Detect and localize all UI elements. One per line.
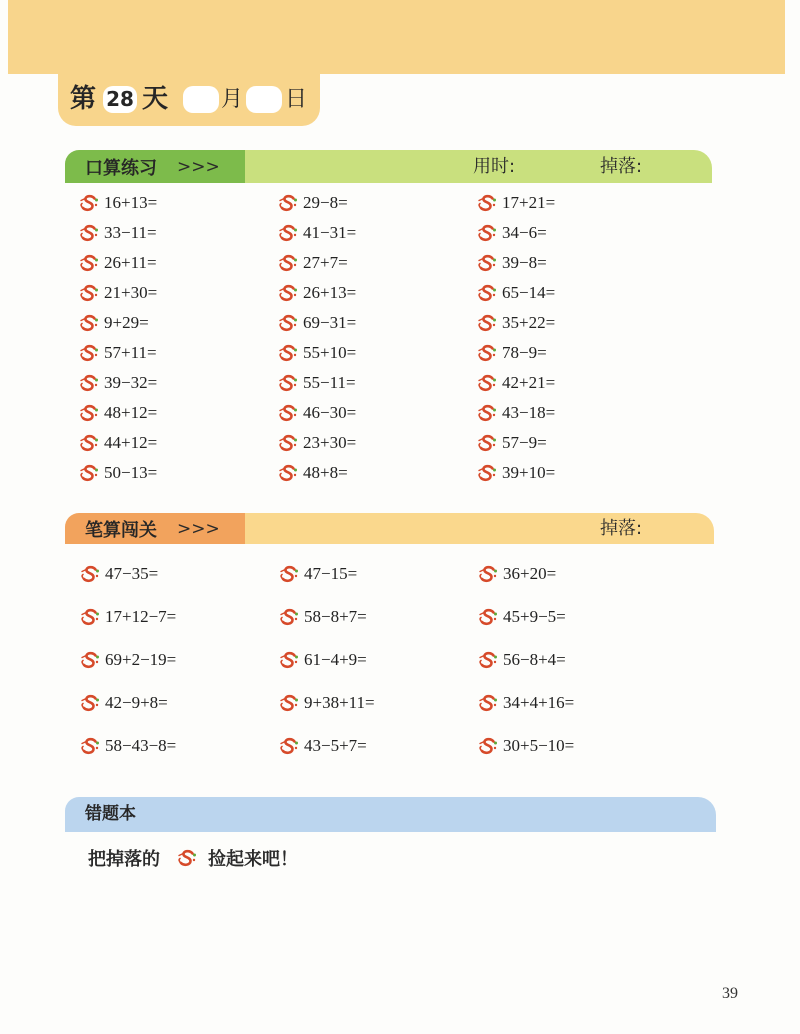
mental-arithmetic-problem bbox=[476, 458, 696, 488]
dragon-marker-icon bbox=[278, 650, 300, 670]
mental-arithmetic-problem bbox=[277, 458, 476, 488]
month-label: 月 bbox=[221, 87, 244, 112]
expression-text: 23+30= bbox=[303, 433, 357, 452]
mental-arithmetic-problem bbox=[78, 458, 277, 488]
expression-text: 78−9= bbox=[502, 343, 547, 362]
mental-arithmetic-tab bbox=[65, 150, 245, 183]
instruction-text-before: 把掉落的 bbox=[88, 849, 160, 870]
dragon-marker-icon bbox=[78, 283, 100, 303]
dragon-marker-icon bbox=[476, 253, 498, 273]
expression-text: 34−6= bbox=[502, 223, 547, 242]
written-calculation-problem bbox=[79, 724, 278, 767]
written-calculation-problem bbox=[278, 552, 477, 595]
day-prefix: 第 bbox=[70, 84, 97, 114]
mental-arithmetic-problem bbox=[277, 308, 476, 338]
expression-text: 43−5+7= bbox=[304, 735, 367, 755]
expression-text: 58−43−8= bbox=[105, 735, 177, 755]
written-calculation-header bbox=[65, 513, 714, 544]
expression-text: 45+9−5= bbox=[503, 606, 566, 626]
expression-text: 44+12= bbox=[104, 433, 158, 452]
mental-arithmetic-problem bbox=[78, 308, 277, 338]
day-label: 日 bbox=[285, 87, 308, 112]
expression-text: 21+30= bbox=[104, 283, 158, 302]
arrows-decoration: >>> bbox=[177, 518, 220, 539]
dragon-marker-icon bbox=[477, 736, 499, 756]
month-blank bbox=[183, 86, 219, 113]
mental-arithmetic-problem bbox=[277, 368, 476, 398]
mental-arithmetic-header bbox=[65, 150, 712, 183]
mental-arithmetic-problem bbox=[78, 188, 277, 218]
mental-arithmetic-problem bbox=[277, 338, 476, 368]
instruction-text-after: 捡起来吧！ bbox=[208, 849, 298, 870]
dragon-marker-icon bbox=[476, 433, 498, 453]
expression-text: 48+12= bbox=[104, 403, 158, 422]
written-calculation-problem bbox=[477, 595, 697, 638]
dragon-marker-icon bbox=[78, 193, 100, 213]
expression-text: 34+4+16= bbox=[503, 692, 575, 712]
mental-arithmetic-problem bbox=[277, 218, 476, 248]
expression-text: 61−4+9= bbox=[304, 649, 367, 669]
mental-arithmetic-problem bbox=[476, 278, 696, 308]
mental-arithmetic-problem bbox=[277, 278, 476, 308]
dragon-marker-icon bbox=[78, 253, 100, 273]
expression-text: 56−8+4= bbox=[503, 649, 566, 669]
expression-text: 39−8= bbox=[502, 253, 547, 272]
dragon-marker-icon bbox=[78, 223, 100, 243]
dragon-marker-icon bbox=[476, 223, 498, 243]
expression-text: 39+10= bbox=[502, 463, 556, 482]
mental-arithmetic-problem bbox=[277, 188, 476, 218]
dragon-marker-icon bbox=[476, 463, 498, 483]
mental-arithmetic-problem bbox=[476, 428, 696, 458]
dragon-marker-icon bbox=[278, 607, 300, 627]
written-calculation-tab bbox=[65, 513, 245, 544]
mental-arithmetic-problem bbox=[476, 398, 696, 428]
dragon-marker-icon bbox=[78, 343, 100, 363]
expression-text: 39−32= bbox=[104, 373, 158, 392]
dragon-marker-icon bbox=[277, 373, 299, 393]
mental-arithmetic-problem bbox=[277, 428, 476, 458]
arrows-decoration: >>> bbox=[177, 156, 220, 177]
dragon-marker-icon bbox=[78, 403, 100, 423]
mental-arithmetic-problem bbox=[277, 248, 476, 278]
dragon-marker-icon bbox=[277, 253, 299, 273]
drop-count-label: 掉落: bbox=[600, 518, 643, 539]
expression-text: 35+22= bbox=[502, 313, 556, 332]
dragon-marker-icon bbox=[476, 313, 498, 333]
dragon-marker-icon bbox=[477, 564, 499, 584]
dragon-marker-icon bbox=[78, 433, 100, 453]
drop-count-label: 掉落: bbox=[600, 156, 643, 177]
dragon-marker-icon bbox=[277, 223, 299, 243]
written-calculation-problem bbox=[79, 638, 278, 681]
written-calculation-problem bbox=[477, 724, 697, 767]
expression-text: 17+21= bbox=[502, 193, 556, 212]
written-calculation-problem bbox=[79, 552, 278, 595]
expression-text: 42+21= bbox=[502, 373, 556, 392]
dragon-marker-icon bbox=[277, 283, 299, 303]
dragon-marker-icon bbox=[476, 193, 498, 213]
dragon-marker-icon bbox=[278, 736, 300, 756]
dragon-marker-icon bbox=[78, 313, 100, 333]
day-number-badge: 28 bbox=[103, 86, 137, 113]
expression-text: 36+20= bbox=[503, 563, 557, 583]
expression-text: 16+13= bbox=[104, 193, 158, 212]
dragon-marker-icon bbox=[277, 343, 299, 363]
dragon-marker-icon bbox=[277, 313, 299, 333]
expression-text: 33−11= bbox=[104, 223, 157, 242]
expression-text: 26+11= bbox=[104, 253, 157, 272]
mental-arithmetic-problem bbox=[78, 398, 277, 428]
mental-arithmetic-problem bbox=[78, 338, 277, 368]
expression-text: 50−13= bbox=[104, 463, 158, 482]
expression-text: 41−31= bbox=[303, 223, 357, 242]
mental-arithmetic-problem bbox=[78, 218, 277, 248]
written-calculation-problem bbox=[278, 724, 477, 767]
dragon-marker-icon bbox=[79, 650, 101, 670]
mental-arithmetic-info-bar bbox=[245, 150, 712, 183]
written-calculation-problem bbox=[477, 552, 697, 595]
expression-text: 43−18= bbox=[502, 403, 556, 422]
expression-text: 47−35= bbox=[105, 563, 159, 583]
written-calculation-problem bbox=[278, 681, 477, 724]
expression-text: 65−14= bbox=[502, 283, 556, 302]
mental-arithmetic-problem bbox=[78, 368, 277, 398]
dragon-marker-icon bbox=[79, 607, 101, 627]
dragon-marker-icon bbox=[277, 403, 299, 423]
top-band bbox=[8, 0, 785, 74]
expression-text: 69+2−19= bbox=[105, 649, 177, 669]
section-title: 笔算闯关 bbox=[85, 519, 157, 541]
expression-text: 29−8= bbox=[303, 193, 348, 212]
written-calculation-problem bbox=[278, 638, 477, 681]
dragon-marker-icon bbox=[476, 283, 498, 303]
mental-arithmetic-problem bbox=[78, 278, 277, 308]
dragon-marker-icon bbox=[477, 650, 499, 670]
written-calculation-problem bbox=[477, 638, 697, 681]
written-calculation-problem bbox=[79, 595, 278, 638]
mistake-book-header bbox=[65, 797, 716, 832]
expression-text: 27+7= bbox=[303, 253, 348, 272]
day-header-tab bbox=[58, 73, 320, 126]
expression-text: 9+29= bbox=[104, 313, 149, 332]
mental-arithmetic-problem bbox=[476, 368, 696, 398]
dragon-marker-icon bbox=[277, 433, 299, 453]
section-title: 错题本 bbox=[85, 804, 136, 824]
written-calculation-problems bbox=[79, 552, 697, 767]
expression-text: 55−11= bbox=[303, 373, 356, 392]
expression-text: 46−30= bbox=[303, 403, 357, 422]
page-number: 39 bbox=[722, 985, 738, 1002]
expression-text: 48+8= bbox=[303, 463, 348, 482]
expression-text: 30+5−10= bbox=[503, 735, 575, 755]
dragon-marker-icon bbox=[176, 848, 198, 868]
mental-arithmetic-problem bbox=[476, 218, 696, 248]
dragon-marker-icon bbox=[78, 463, 100, 483]
dragon-marker-icon bbox=[278, 693, 300, 713]
mental-arithmetic-problem bbox=[78, 428, 277, 458]
dragon-marker-icon bbox=[477, 607, 499, 627]
mental-arithmetic-problem bbox=[78, 248, 277, 278]
mental-arithmetic-problem bbox=[476, 308, 696, 338]
mental-arithmetic-problem bbox=[476, 188, 696, 218]
dragon-marker-icon bbox=[476, 373, 498, 393]
expression-text: 26+13= bbox=[303, 283, 357, 302]
dragon-marker-icon bbox=[79, 736, 101, 756]
dragon-marker-icon bbox=[476, 343, 498, 363]
dragon-marker-icon bbox=[79, 693, 101, 713]
dragon-marker-icon bbox=[476, 403, 498, 423]
day-suffix: 天 bbox=[142, 84, 169, 114]
mental-arithmetic-problems bbox=[78, 188, 696, 488]
dragon-marker-icon bbox=[277, 463, 299, 483]
expression-text: 57−9= bbox=[502, 433, 547, 452]
expression-text: 55+10= bbox=[303, 343, 357, 362]
expression-text: 42−9+8= bbox=[105, 692, 168, 712]
mistake-book-instruction bbox=[88, 845, 298, 871]
written-calculation-problem bbox=[278, 595, 477, 638]
expression-text: 57+11= bbox=[104, 343, 157, 362]
expression-text: 17+12−7= bbox=[105, 606, 177, 626]
dragon-marker-icon bbox=[477, 693, 499, 713]
written-calculation-info-bar bbox=[245, 513, 714, 544]
expression-text: 69−31= bbox=[303, 313, 357, 332]
time-label: 用时: bbox=[473, 156, 516, 177]
day-blank bbox=[246, 86, 282, 113]
expression-text: 47−15= bbox=[304, 563, 358, 583]
expression-text: 9+38+11= bbox=[304, 692, 375, 712]
mental-arithmetic-problem bbox=[277, 398, 476, 428]
section-title: 口算练习 bbox=[85, 157, 157, 179]
mental-arithmetic-problem bbox=[476, 248, 696, 278]
dragon-marker-icon bbox=[79, 564, 101, 584]
dragon-marker-icon bbox=[277, 193, 299, 213]
written-calculation-problem bbox=[79, 681, 278, 724]
expression-text: 58−8+7= bbox=[304, 606, 367, 626]
mental-arithmetic-problem bbox=[476, 338, 696, 368]
dragon-marker-icon bbox=[278, 564, 300, 584]
written-calculation-problem bbox=[477, 681, 697, 724]
dragon-marker-icon bbox=[78, 373, 100, 393]
